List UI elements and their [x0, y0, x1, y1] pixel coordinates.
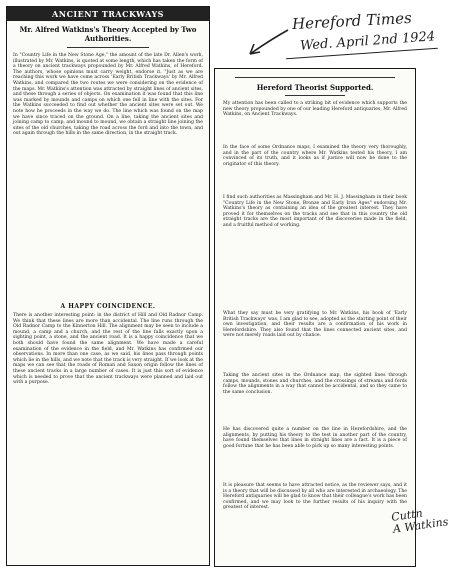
letter-paragraph-7: It is pleasure that seems to have attracted notice, as the reviewer says, and it is a theory that will be discussed by all who are interested in archaeology. The Hereford antiquaries will be glad to know that their colleague's work has been confirmed, and we may look to the further results of his inquiry with the greatest of interest.: [223, 483, 407, 511]
headline-divider: [285, 95, 345, 96]
article-body-part-2: There is another interesting point: in the district of Hill and Old Radnor Camp. We think that these lines are more than accidental. The line runs through the Old Radnor Camp to the Kinnerton Hill. The alignment may be seen to include a mound, a camp and a church, and the rest of the line falls exactly upon a sighting point, a stone, and the ancient road. It is a happy coincidence that we both should have found the same alignment. We have made a careful examination of the evidence in the field, and Mr. Watkins has confirmed our observations. In more than one case, as we said, his lines pass through points which lie in the hills, and we note that the track is very straight. If we look at the maps we can see that the roads of Roman and Saxon origin follow the lines of these ancient tracks in a large number of cases. It is just this sort of evidence which is needed to prove that the ancient trackways were planned and laid out with a purpose.: [13, 313, 203, 386]
handwritten-date: Wed. April 2nd 1924: [299, 29, 436, 54]
article-body-part-1: In "Country Life in the New Stone Age," the amount of the late Dr. Allen's work, illustrated by Mr. Watkins, is quoted at some length, which has taken the form of a theory on ancient trackways propounded by Mr. Alfred Watkins, of Hereford. The authors, whose opinions must carry weight, endorse it. "Just as we are reaching this work we have come across 'Early British Trackways' by Mr. Alfred Watkins, and compared the two routes we were considering on the evidence of the maps. Mr. Watkins's attention was attracted by straight lines of ancient sites, and these through a series of objects. On examination it was found that this line was marked by mounds and camps on which one fell in line with the sites. For the Watkins succeeded to find out whether the ancient sites were set out. We note how he proceeds in the way we do. The line which was found on the map we have since traced on the ground. On a line, taking the ancient sites and joining camp to camp, and mound to mound, we obtain a straight line joining the sites of the old churches, taking the road across the ford and into the town, and out again through the hills in the same direction, in the straight track.: [13, 53, 203, 137]
right-newspaper-clipping: [214, 68, 416, 567]
section-heading: ANCIENT TRACKWAYS: [7, 7, 209, 21]
letter-paragraph-6: He has discovered quite a number on the line in Herefordshire, and the alignments, by putting his theory to the test in another part of the country, have found themselves that lines in straight lines are a fact. It is a piece of good fortune that he has been able to pick up so many interesting points.: [223, 427, 407, 449]
letter-paragraph-1: My attention has been called to a striking bit of evidence which supports the new theory propounded by one of our leading Hereford antiquaries, Mr. Alfred Watkins, on Ancient Trackways.: [223, 101, 407, 118]
handwritten-signature: Cuttn A Watkins: [390, 506, 450, 536]
article-subheading: A HAPPY COINCIDENCE.: [60, 303, 156, 310]
handwritten-newspaper-title: Hereford Times: [291, 8, 413, 34]
top-divider: [235, 77, 395, 78]
headline-divider: [67, 47, 149, 48]
letter-paragraph-4: What they say must be very gratifying to Mr. Watkins, his book of 'Early British Trackways' was, I am glad to see, adopted as the starting point of their own investigation, and their results are a confirmation of his work in Herefordshire. They also found that the lines connected ancient sites, and were not merely roads laid out by chance.: [223, 311, 407, 339]
letter-headline: Hereford Theorist Supported.: [256, 83, 374, 92]
letter-paragraph-5: Taking the ancient sites in the Ordnance map, the sighted lines through camps, mounds, stones and churches, and the crossings of streams and fords follow the alignments in a way that cannot be accidental, and so they came to the same conclusion.: [223, 373, 407, 395]
handwritten-arrow-icon: [246, 26, 290, 60]
article-headline: Mr. Alfred Watkins's Theory Accepted by Two Authorities.: [19, 25, 197, 43]
letter-paragraph-2: In the face of some Ordnance maps, I examined the theory very thoroughly, and in the part of the country where Mr. Watkins tested his theory, I am convinced of its truth, and it looks as if justice will now be done to the originator of this theory.: [223, 145, 407, 167]
letter-paragraph-3: I find such authorities as Massingham and Mr. H. J. Massingham in their book "Country Life in the New Stone, Bronze and Early Iron Ages" endorsing Mr. Watkins's theory as containing an idea of the greatest interest. They have proved it for themselves on the tracks and see that in this country the old straight tracks are the most important of the discoveries made in the field, and a fruitful method of working.: [223, 195, 407, 228]
left-newspaper-clipping: [6, 6, 210, 566]
